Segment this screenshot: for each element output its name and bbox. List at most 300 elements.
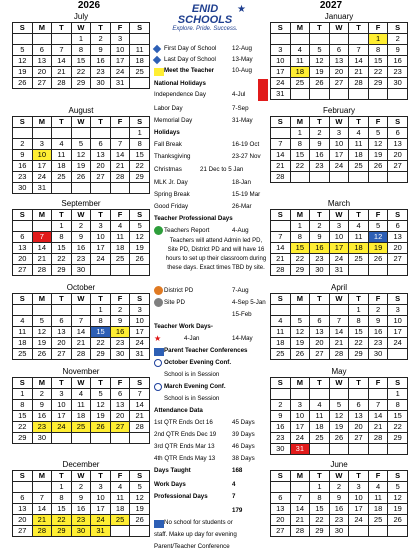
day-cell	[310, 172, 330, 183]
day-cell: 5	[290, 316, 310, 327]
day-cell: 19	[329, 422, 349, 433]
day-cell: 30	[388, 78, 408, 89]
day-cell: 12	[71, 150, 91, 161]
day-cell: 3	[290, 400, 310, 411]
day-cell: 13	[329, 56, 349, 67]
weekday-header: S	[13, 294, 33, 305]
day-cell: 28	[271, 265, 291, 276]
weekday-header: M	[32, 210, 52, 221]
day-cell: 25	[71, 422, 91, 433]
month-name: September	[61, 199, 101, 208]
weekday-header: S	[13, 23, 33, 34]
day-cell: 11	[110, 232, 130, 243]
day-cell	[329, 389, 349, 400]
day-cell	[32, 128, 52, 139]
day-cell: 6	[388, 128, 408, 139]
day-cell: 13	[13, 243, 33, 254]
day-cell: 18	[130, 56, 150, 67]
day-cell: 29	[71, 78, 91, 89]
day-cell: 21	[32, 254, 52, 265]
day-cell: 11	[368, 493, 388, 504]
day-cell: 26	[368, 161, 388, 172]
day-cell	[91, 433, 111, 444]
day-cell: 22	[290, 254, 310, 265]
day-cell	[349, 389, 369, 400]
day-cell: 16	[13, 161, 33, 172]
day-cell: 22	[52, 515, 72, 526]
day-cell: 29	[52, 526, 72, 537]
day-cell: 27	[310, 349, 330, 360]
day-cell: 26	[91, 422, 111, 433]
day-cell: 15	[310, 504, 330, 515]
weekday-header: F	[110, 23, 130, 34]
day-cell: 17	[349, 504, 369, 515]
day-cell: 31	[290, 444, 310, 455]
weekday-header: M	[290, 294, 310, 305]
day-cell: 27	[13, 265, 33, 276]
day-cell: 17	[52, 411, 72, 422]
day-cell: 15	[388, 411, 408, 422]
weekday-header: S	[271, 471, 291, 482]
day-cell: 28	[271, 172, 291, 183]
day-cell: 27	[349, 433, 369, 444]
day-cell	[271, 305, 291, 316]
day-cell: 26	[290, 349, 310, 360]
day-cell: 22	[388, 422, 408, 433]
day-cell: 16	[388, 56, 408, 67]
day-cell: 1	[310, 482, 330, 493]
day-cell	[310, 89, 330, 100]
day-cell	[271, 221, 291, 232]
day-cell: 23	[271, 433, 291, 444]
weekday-header: T	[349, 294, 369, 305]
day-cell: 9	[271, 411, 291, 422]
day-cell: 12	[130, 232, 150, 243]
day-cell: 20	[329, 67, 349, 78]
day-cell: 17	[91, 504, 111, 515]
day-cell	[310, 444, 330, 455]
day-cell: 1	[71, 34, 91, 45]
weekday-header: W	[329, 117, 349, 128]
day-cell: 8	[52, 493, 72, 504]
day-cell: 30	[329, 526, 349, 537]
day-cell: 2	[110, 305, 130, 316]
day-cell	[349, 526, 369, 537]
day-cell	[290, 389, 310, 400]
weekday-header: W	[329, 471, 349, 482]
day-cell: 7	[290, 493, 310, 504]
day-cell: 7	[71, 316, 91, 327]
day-cell: 4	[310, 400, 330, 411]
day-cell: 15	[71, 56, 91, 67]
day-cell: 24	[329, 161, 349, 172]
day-cell: 31	[32, 183, 52, 194]
weekday-header: T	[52, 210, 72, 221]
weekday-header: F	[110, 117, 130, 128]
weekday-header: M	[32, 294, 52, 305]
day-cell	[329, 172, 349, 183]
day-cell: 26	[388, 515, 408, 526]
calendar-may	[270, 367, 408, 455]
day-cell: 9	[310, 139, 330, 150]
day-cell: 14	[110, 150, 130, 161]
weekday-header: S	[13, 210, 33, 221]
weekday-header: F	[110, 210, 130, 221]
day-cell: 2	[71, 482, 91, 493]
day-cell: 5	[91, 389, 111, 400]
day-cell: 8	[52, 232, 72, 243]
day-cell: 1	[130, 128, 150, 139]
day-cell: 24	[388, 338, 408, 349]
day-cell: 17	[329, 150, 349, 161]
day-cell: 4	[110, 221, 130, 232]
weekday-header: W	[329, 210, 349, 221]
day-cell: 8	[290, 232, 310, 243]
blue-diamond-icon	[153, 45, 161, 53]
weekday-header: S	[130, 471, 150, 482]
day-cell: 21	[368, 422, 388, 433]
day-cell: 31	[110, 78, 130, 89]
day-cell: 18	[71, 411, 91, 422]
weekday-header: T	[52, 23, 72, 34]
day-cell: 26	[310, 78, 330, 89]
day-cell: 14	[368, 411, 388, 422]
weekday-header: M	[290, 210, 310, 221]
day-cell: 4	[110, 482, 130, 493]
day-cell: 18	[349, 150, 369, 161]
day-cell: 25	[290, 78, 310, 89]
day-cell: 27	[388, 161, 408, 172]
day-cell: 11	[52, 150, 72, 161]
day-cell: 20	[32, 67, 52, 78]
day-cell: 3	[32, 139, 52, 150]
day-cell: 24	[130, 338, 150, 349]
day-cell: 4	[52, 139, 72, 150]
day-cell: 21	[290, 515, 310, 526]
day-cell: 19	[130, 504, 150, 515]
weekday-header: S	[13, 117, 33, 128]
ring-icon	[154, 359, 162, 367]
day-cell: 9	[368, 316, 388, 327]
day-cell: 4	[349, 128, 369, 139]
day-cell: 8	[130, 139, 150, 150]
day-cell: 23	[310, 161, 330, 172]
day-cell: 25	[368, 515, 388, 526]
weekday-header: F	[368, 378, 388, 389]
day-cell: 12	[329, 411, 349, 422]
day-cell	[13, 482, 33, 493]
weekday-header: M	[290, 117, 310, 128]
day-cell: 14	[329, 327, 349, 338]
day-cell: 13	[32, 56, 52, 67]
day-cell: 25	[310, 433, 330, 444]
day-cell: 7	[32, 493, 52, 504]
day-cell: 10	[52, 400, 72, 411]
calendar-september	[12, 199, 150, 276]
day-cell: 29	[290, 265, 310, 276]
weekday-header: F	[110, 378, 130, 389]
weekday-header: T	[52, 294, 72, 305]
day-cell: 14	[52, 56, 72, 67]
day-cell: 17	[329, 243, 349, 254]
day-cell: 27	[13, 526, 33, 537]
day-cell: 26	[71, 172, 91, 183]
day-cell: 19	[368, 243, 388, 254]
month-name: March	[327, 199, 351, 208]
day-cell	[110, 265, 130, 276]
day-cell: 17	[110, 56, 130, 67]
day-cell: 28	[32, 265, 52, 276]
day-cell: 8	[368, 45, 388, 56]
day-cell: 16	[71, 504, 91, 515]
weekday-header: W	[71, 117, 91, 128]
day-cell: 7	[32, 232, 52, 243]
calendar-january	[270, 12, 408, 100]
weekday-header: T	[91, 210, 111, 221]
weekday-header: W	[71, 210, 91, 221]
weekday-header: S	[130, 210, 150, 221]
month-name: May	[331, 367, 347, 376]
day-cell: 20	[13, 515, 33, 526]
day-cell: 3	[110, 34, 130, 45]
day-cell: 22	[13, 422, 33, 433]
day-cell: 16	[310, 150, 330, 161]
weekday-header: T	[91, 117, 111, 128]
day-cell: 5	[71, 139, 91, 150]
day-cell: 5	[310, 45, 330, 56]
day-cell: 8	[349, 316, 369, 327]
weekday-header: W	[329, 23, 349, 34]
day-cell: 17	[388, 327, 408, 338]
calendar-february	[270, 106, 408, 183]
day-cell	[52, 34, 72, 45]
day-cell	[310, 34, 330, 45]
weekday-header: S	[13, 471, 33, 482]
day-cell: 23	[310, 254, 330, 265]
day-cell: 8	[71, 45, 91, 56]
day-cell: 15	[52, 243, 72, 254]
day-cell: 29	[52, 265, 72, 276]
day-cell: 9	[388, 45, 408, 56]
day-cell: 3	[52, 389, 72, 400]
day-cell: 10	[329, 232, 349, 243]
day-cell: 9	[91, 45, 111, 56]
day-cell: 1	[13, 389, 33, 400]
day-cell	[71, 433, 91, 444]
day-cell: 25	[271, 349, 291, 360]
day-cell: 3	[91, 482, 111, 493]
day-cell: 28	[290, 526, 310, 537]
month-name: June	[330, 460, 348, 469]
day-cell: 14	[290, 504, 310, 515]
day-cell: 18	[349, 243, 369, 254]
district-logo: ENID SCHOOLS Explore. Pride. Success. ★	[172, 3, 246, 32]
day-cell: 15	[290, 150, 310, 161]
day-cell: 21	[130, 411, 150, 422]
weekday-header: T	[91, 378, 111, 389]
day-cell: 13	[388, 139, 408, 150]
weekday-header: S	[388, 23, 408, 34]
calendar-august	[12, 106, 150, 194]
day-cell: 20	[388, 150, 408, 161]
weekday-header: W	[329, 378, 349, 389]
day-cell	[349, 444, 369, 455]
day-cell: 15	[368, 56, 388, 67]
day-cell: 18	[52, 161, 72, 172]
day-cell	[388, 349, 408, 360]
day-cell	[290, 34, 310, 45]
month-name: February	[322, 106, 355, 115]
day-cell	[130, 183, 150, 194]
day-cell: 22	[52, 254, 72, 265]
day-cell: 15	[52, 504, 72, 515]
day-cell: 14	[349, 56, 369, 67]
day-cell: 22	[349, 338, 369, 349]
day-cell	[71, 305, 91, 316]
weekday-header: S	[388, 471, 408, 482]
day-cell: 8	[388, 400, 408, 411]
weekday-header: F	[368, 210, 388, 221]
day-cell: 20	[91, 161, 111, 172]
weekday-header: M	[32, 23, 52, 34]
day-cell: 2	[91, 34, 111, 45]
day-cell	[388, 172, 408, 183]
day-cell: 19	[71, 161, 91, 172]
day-cell: 6	[110, 389, 130, 400]
day-cell: 26	[329, 433, 349, 444]
weekday-header: M	[290, 23, 310, 34]
weekday-header: M	[32, 378, 52, 389]
day-cell: 13	[310, 327, 330, 338]
day-cell: 11	[71, 400, 91, 411]
day-cell: 2	[329, 482, 349, 493]
weekday-header: S	[388, 117, 408, 128]
day-cell	[110, 183, 130, 194]
day-cell: 19	[130, 243, 150, 254]
day-cell: 29	[349, 349, 369, 360]
day-cell	[368, 89, 388, 100]
day-cell: 2	[310, 221, 330, 232]
day-cell: 22	[290, 161, 310, 172]
day-cell: 4	[290, 45, 310, 56]
day-cell: 9	[13, 150, 33, 161]
day-cell: 5	[388, 482, 408, 493]
day-cell: 11	[349, 139, 369, 150]
day-cell: 30	[32, 433, 52, 444]
day-cell: 18	[271, 338, 291, 349]
month-name: April	[330, 283, 347, 292]
weekday-header: T	[310, 210, 330, 221]
day-cell: 1	[52, 221, 72, 232]
day-cell: 30	[71, 265, 91, 276]
day-cell: 14	[130, 400, 150, 411]
day-cell: 23	[13, 172, 33, 183]
day-cell: 20	[388, 243, 408, 254]
calendar-july	[12, 12, 150, 89]
day-cell: 27	[388, 254, 408, 265]
day-cell: 16	[110, 327, 130, 338]
day-cell: 27	[52, 349, 72, 360]
day-cell: 23	[368, 338, 388, 349]
day-cell	[329, 444, 349, 455]
day-cell: 12	[290, 327, 310, 338]
day-cell: 12	[32, 327, 52, 338]
day-cell: 4	[71, 389, 91, 400]
day-cell: 14	[32, 243, 52, 254]
day-cell: 18	[13, 338, 33, 349]
day-cell: 11	[310, 411, 330, 422]
day-cell	[349, 265, 369, 276]
day-cell: 10	[110, 45, 130, 56]
weekday-header: T	[349, 23, 369, 34]
day-cell: 17	[91, 243, 111, 254]
day-cell: 1	[349, 305, 369, 316]
calendar-april	[270, 283, 408, 360]
day-cell: 28	[71, 349, 91, 360]
day-cell: 26	[32, 349, 52, 360]
day-cell: 8	[91, 316, 111, 327]
day-cell: 8	[13, 400, 33, 411]
day-cell: 5	[329, 400, 349, 411]
day-cell: 7	[130, 389, 150, 400]
day-cell: 10	[91, 232, 111, 243]
day-cell: 19	[368, 150, 388, 161]
day-cell: 4	[13, 316, 33, 327]
day-cell: 21	[271, 254, 291, 265]
day-cell	[290, 172, 310, 183]
year-2026: 2026	[77, 0, 101, 11]
day-cell: 29	[130, 172, 150, 183]
day-cell	[91, 128, 111, 139]
day-cell: 9	[71, 232, 91, 243]
weekday-header: S	[13, 378, 33, 389]
weekday-header: M	[290, 471, 310, 482]
day-cell: 3	[271, 45, 291, 56]
day-cell: 28	[349, 78, 369, 89]
day-cell: 22	[130, 161, 150, 172]
day-cell: 12	[13, 56, 33, 67]
day-cell: 17	[130, 327, 150, 338]
weekday-header: S	[271, 210, 291, 221]
day-cell: 9	[110, 316, 130, 327]
day-cell	[388, 444, 408, 455]
day-cell	[13, 221, 33, 232]
day-cell: 24	[271, 78, 291, 89]
day-cell	[368, 172, 388, 183]
day-cell: 27	[110, 422, 130, 433]
day-cell: 1	[91, 305, 111, 316]
weekday-header: T	[52, 471, 72, 482]
day-cell: 28	[32, 526, 52, 537]
weekday-header: M	[32, 117, 52, 128]
day-cell: 17	[32, 161, 52, 172]
day-cell: 5	[130, 482, 150, 493]
day-cell: 31	[91, 526, 111, 537]
month-name: December	[62, 460, 100, 469]
day-cell: 30	[71, 526, 91, 537]
day-cell	[388, 89, 408, 100]
day-cell: 5	[368, 221, 388, 232]
weekday-header: S	[271, 117, 291, 128]
day-cell: 1	[388, 389, 408, 400]
day-cell: 21	[110, 161, 130, 172]
red-star-icon: ★	[154, 334, 162, 343]
day-cell: 28	[52, 78, 72, 89]
weekday-header: F	[368, 117, 388, 128]
day-cell	[130, 265, 150, 276]
day-cell: 7	[110, 139, 130, 150]
day-cell	[368, 444, 388, 455]
